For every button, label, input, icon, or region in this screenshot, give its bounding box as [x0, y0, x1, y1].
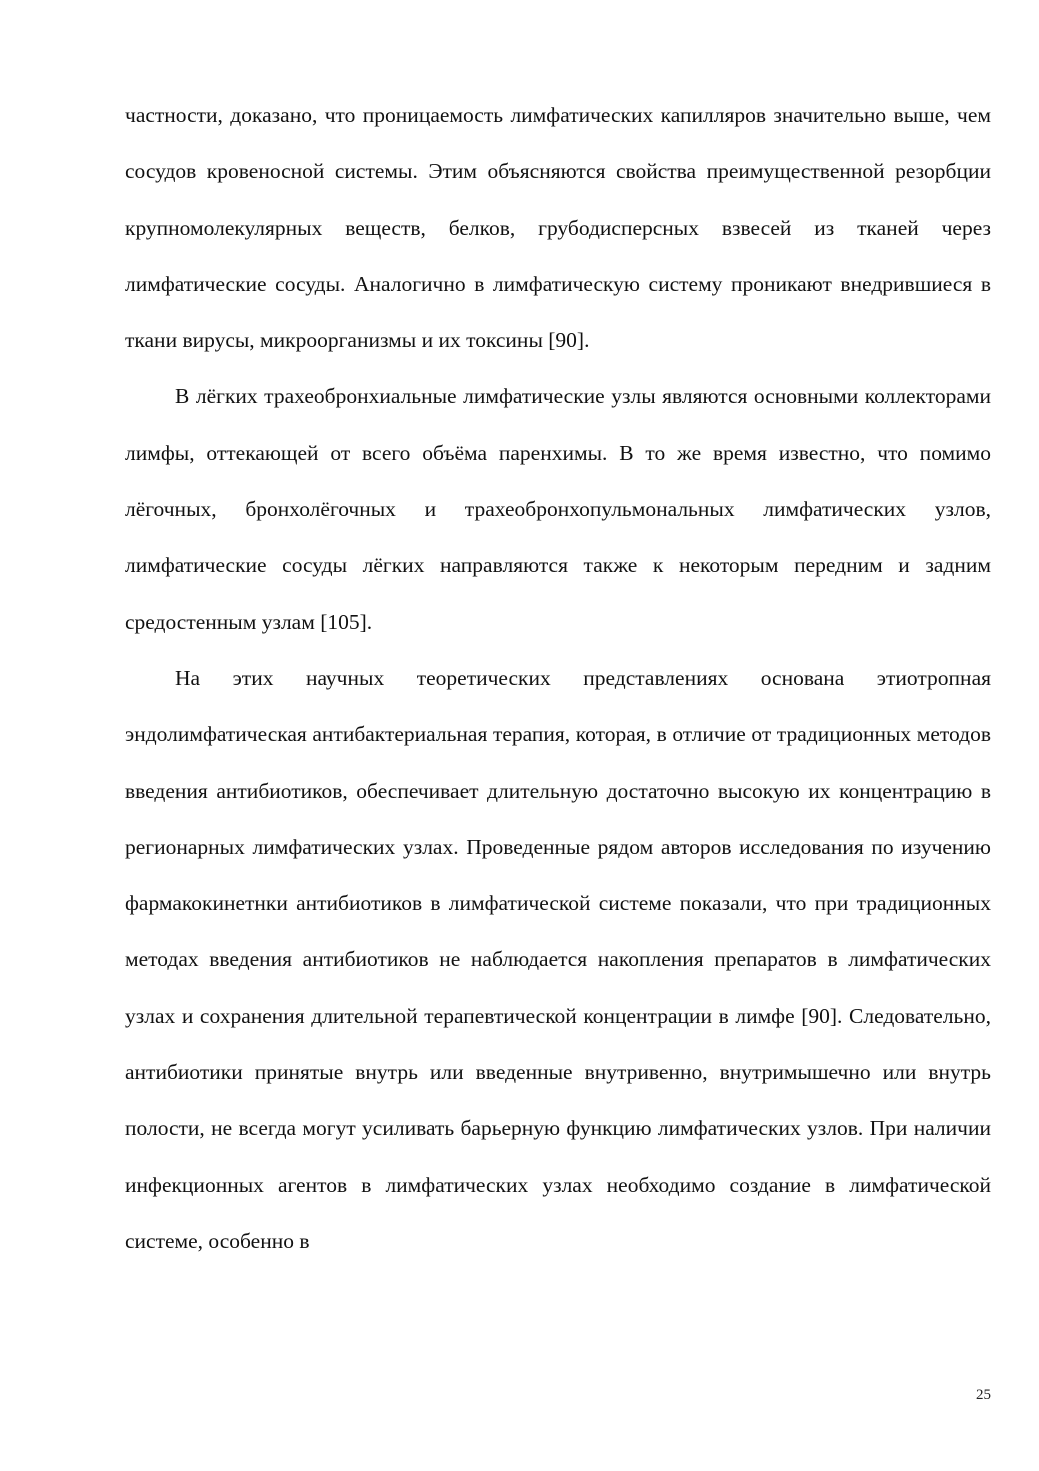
- paragraph-continued: частности, доказано, что проницаемость лимфатических капилляров значительно выше, чем сосудов кровеносной системы. Этим объясняются свойства преимущественной резорбции крупномолекулярных веществ, белков, грубодисперсных взвесей из тканей через лимфатические сосуды. Аналогично в лимфатическую систему проникают внедрившиеся в ткани вирусы, микроорганизмы и их токсины [90].: [125, 103, 991, 353]
- paragraph-lymph-nodes: В лёгких трахеобронхиальные лимфатические узлы являются основными коллекторами лимфы, оттекающей от всего объёма паренхимы. В то же время известно, что помимо лёгочных, бронхолёгочных и трахеобронхопульмональных лимфатических узлов, лимфатические сосуды лёгких направляются также к некоторым передним и задним средостенным узлам [105].: [125, 384, 991, 634]
- paragraph-therapy: На этих научных теоретических представлениях основана этиотропная эндолимфатическая антибактериальная терапия, которая, в отличие от традиционных методов введения антибиотиков, обеспечивает длительную достаточно высокую их концентрацию в регионарных лимфатических узлах. Проведенные рядом авторов исследования по изучению фармакокинетнки антибиотиков в лимфатической системе показали, что при традиционных методах введения антибиотиков не наблюдается накопления препаратов в лимфатических узлах и сохранения длительной терапевтической концентрации в лимфе [90]. Следовательно, антибиотики принятые внутрь или введенные внутривенно, внутримышечно или внутрь полости, не всегда могут усиливать барьерную функцию лимфатических узлов. При наличии инфекционных агентов в лимфатических узлах необходимо создание в лимфатической системе, особенно в: [125, 665, 991, 1253]
- document-body: [125, 87, 991, 1269]
- page-number: 25: [976, 1387, 991, 1403]
